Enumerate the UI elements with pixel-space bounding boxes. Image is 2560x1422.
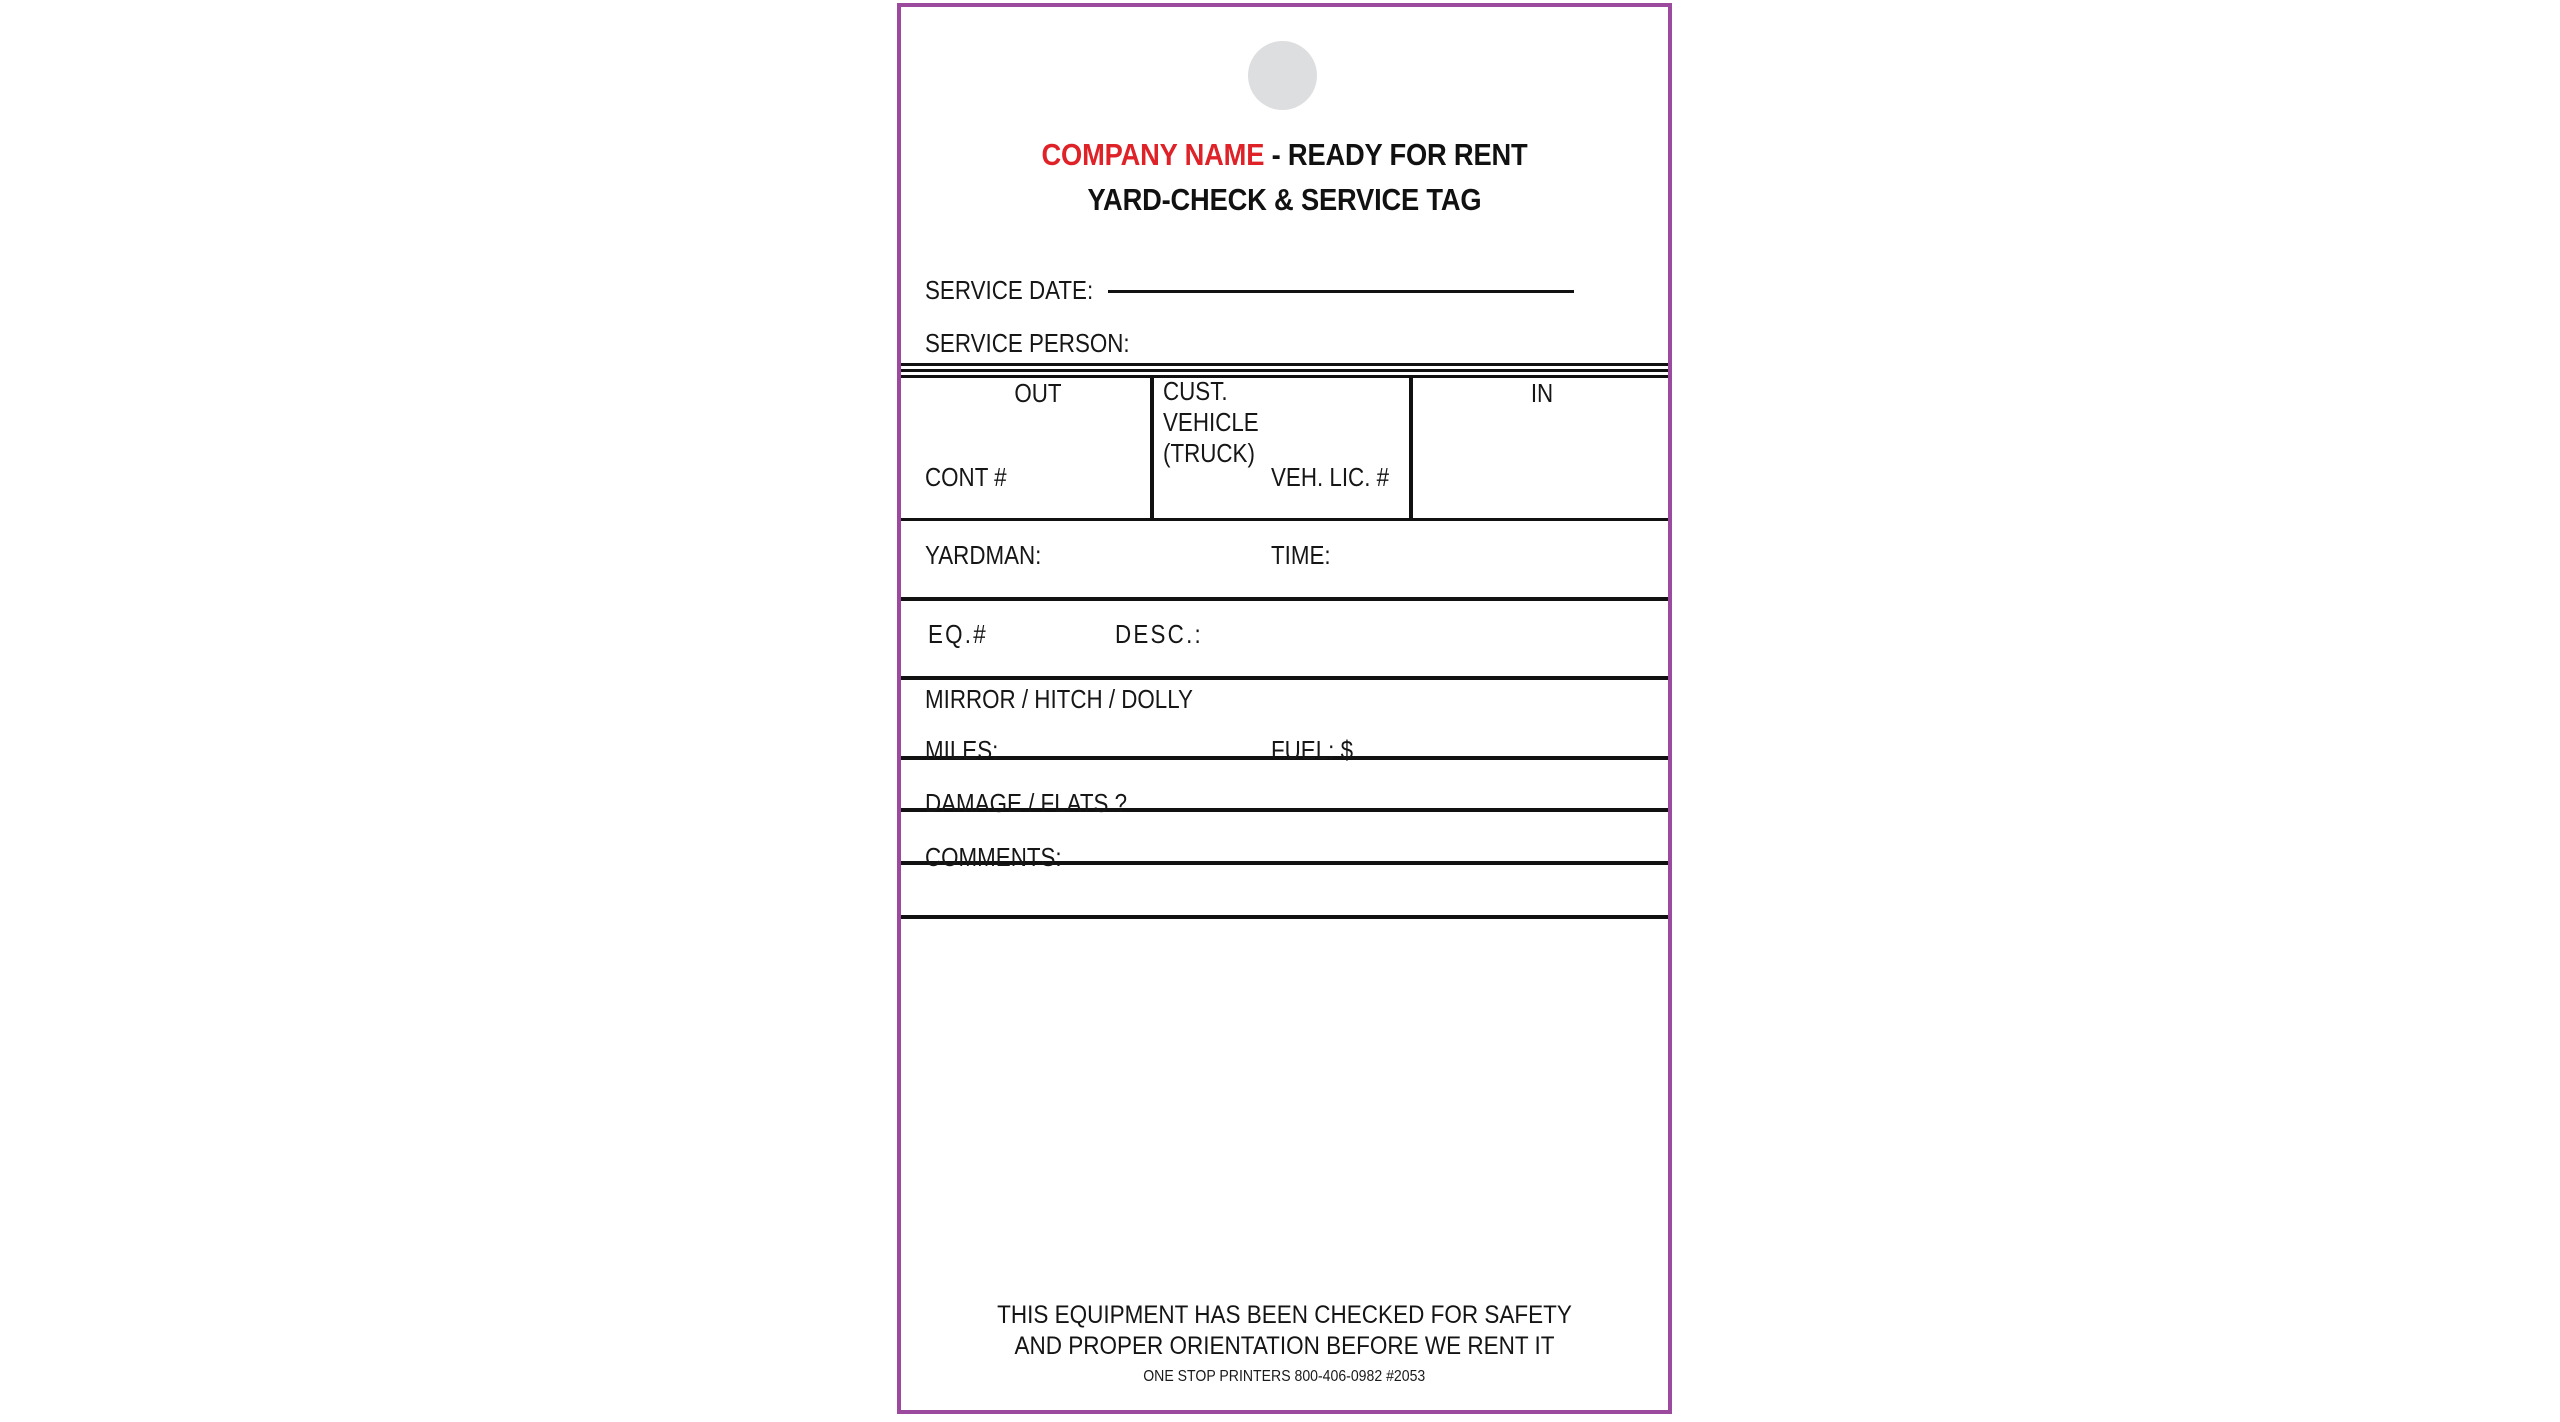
desc-label: DESC.: (1115, 619, 1203, 649)
status-col-in-label: IN (1530, 378, 1554, 408)
row-divider-damage (901, 915, 1668, 919)
fuel-label: FUEL: $ (1271, 735, 1354, 765)
printer-credit-text: ONE STOP PRINTERS 800-406-0982 #2053 (1143, 1368, 1426, 1385)
miles-label: MILES: (925, 735, 999, 765)
tag-content-area (901, 7, 1668, 1410)
service-date-write-line[interactable] (1108, 290, 1574, 293)
comments-label: COMMENTS: (925, 842, 1062, 872)
status-table-divider-2 (1409, 375, 1413, 521)
service-date-label: SERVICE DATE: (925, 275, 1094, 305)
safety-statement-line-1: THIS EQUIPMENT HAS BEEN CHECKED FOR SAFETY (997, 1301, 1572, 1329)
section-divider-double (901, 363, 1668, 372)
damage-flats-label: DAMAGE / FLATS ? (925, 788, 1128, 818)
status-table-bottom-rule (901, 518, 1668, 521)
row-divider-cont (901, 597, 1668, 601)
service-tag-card (897, 3, 1672, 1414)
safety-statement (901, 1300, 1668, 1362)
status-col-out-label: OUT (1014, 378, 1062, 408)
status-col-cust-line2: VEHICLE (1163, 407, 1259, 437)
veh-lic-number-label: VEH. LIC. # (1271, 462, 1390, 492)
title-line-1-suffix: - READY FOR RENT (1264, 137, 1528, 172)
hole-punch-icon (1248, 41, 1317, 110)
tag-title-line-2: YARD-CHECK & SERVICE TAG (1087, 182, 1482, 217)
service-person-label: SERVICE PERSON: (925, 328, 1130, 358)
status-table-divider-1 (1150, 375, 1154, 521)
tag-title-block (901, 132, 1668, 222)
time-label: TIME: (1271, 540, 1331, 570)
cont-number-label: CONT # (925, 462, 1007, 492)
status-col-cust-line3: (TRUCK) (1163, 438, 1255, 468)
yardman-label: YARDMAN: (925, 540, 1042, 570)
safety-statement-line-2: AND PROPER ORIENTATION BEFORE WE RENT IT (1014, 1332, 1555, 1360)
row-divider-yardman (901, 676, 1668, 680)
status-col-cust-line1: CUST. (1163, 376, 1228, 406)
company-name-placeholder: COMPANY NAME (1041, 137, 1265, 172)
eq-number-label: EQ.# (928, 619, 988, 649)
tag-title-line-1 (947, 132, 1622, 177)
printer-credit (901, 1367, 1668, 1387)
mirror-hitch-dolly-label: MIRROR / HITCH / DOLLY (925, 684, 1193, 714)
